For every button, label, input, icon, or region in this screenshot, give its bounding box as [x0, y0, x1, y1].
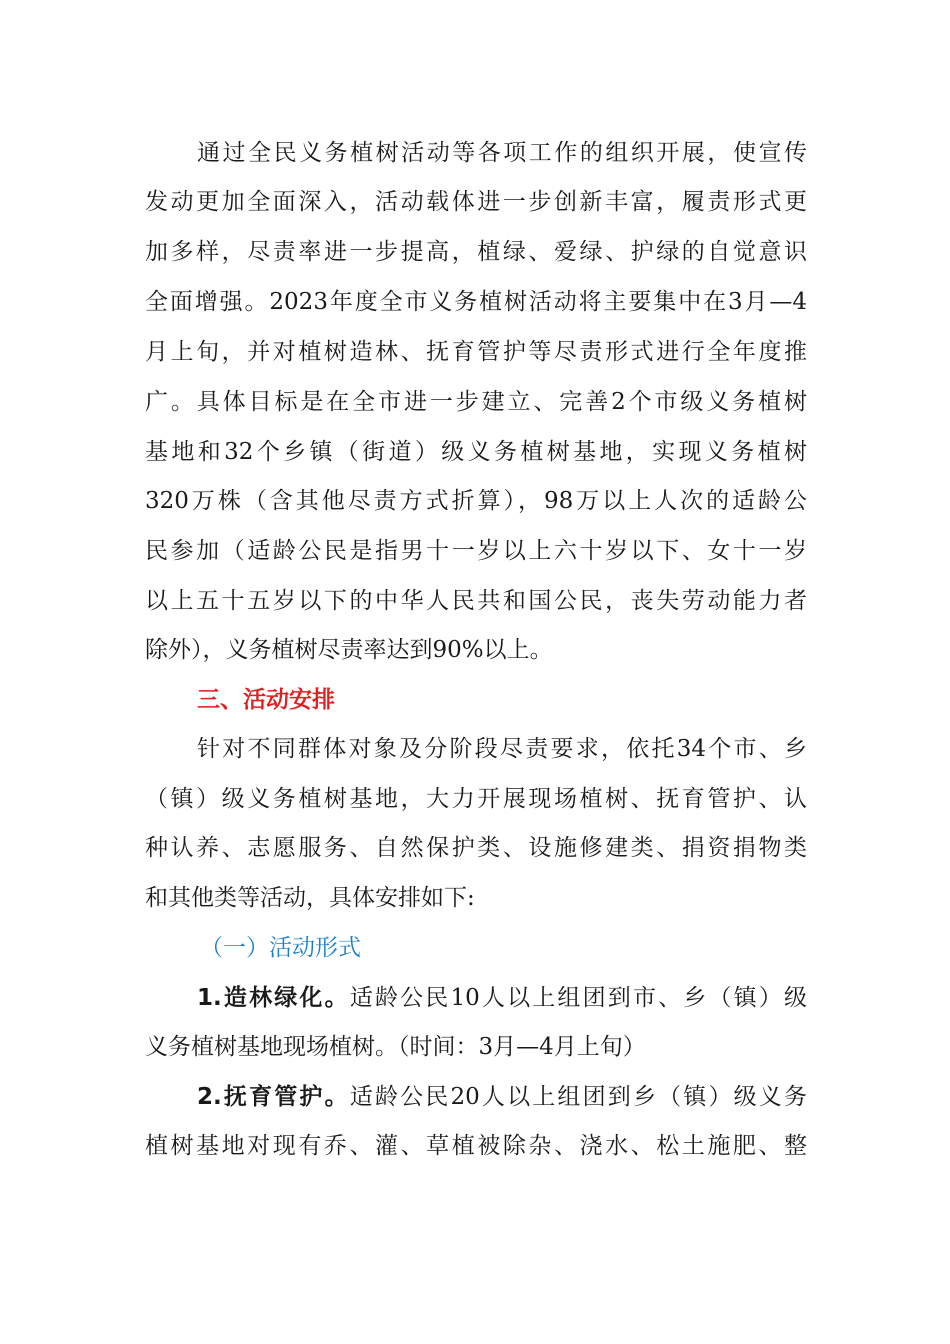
list-item-line	[197, 1077, 807, 1117]
paragraph-line: 发动更加全面深入，活动载体进一步创新丰富，履责形式更	[145, 189, 807, 215]
paragraph-line: 320万株（含其他尽责方式折算），98万以上人次的适龄公	[145, 488, 807, 514]
paragraph-line: 和其他类等活动，具体安排如下:	[145, 885, 475, 911]
item-text: 适龄公民10人以上组团到市、乡（镇）级	[349, 985, 807, 1011]
list-item-line: 植树基地对现有乔、灌、草植被除杂、浇水、松土施肥、整	[145, 1133, 807, 1159]
paragraph-line: 民参加（适龄公民是指男十一岁以上六十岁以下、女十一岁	[145, 538, 807, 564]
paragraph-line: 针对不同群体对象及分阶段尽责要求，依托34个市、乡	[197, 736, 807, 762]
paragraph-line: 月上旬，并对植树造林、抚育管护等尽责形式进行全年度推	[145, 339, 807, 365]
paragraph-line: 加多样，尽责率进一步提高，植绿、爱绿、护绿的自觉意识	[145, 239, 807, 265]
list-item-line: 义务植树基地现场植树。（时间：3月—4月上旬）	[145, 1034, 646, 1060]
paragraph-line: 种认养、志愿服务、自然保护类、设施修建类、捐资捐物类	[145, 835, 807, 861]
paragraph-line: 广。具体目标是在全市进一步建立、完善2个市级义务植树	[145, 389, 807, 415]
paragraph-line: （镇）级义务植树基地，大力开展现场植树、抚育管护、认	[145, 786, 807, 812]
section-heading: 三、活动安排	[197, 687, 335, 713]
subsection-heading: （一）活动形式	[200, 935, 361, 961]
item-lead: 1.造林绿化。	[197, 985, 350, 1011]
paragraph-line: 基地和32个乡镇（街道）级义务植树基地，实现义务植树	[145, 439, 807, 465]
paragraph-line: 以上五十五岁以下的中华人民共和国公民，丧失劳动能力者	[145, 588, 807, 614]
item-lead: 2.抚育管护。	[197, 1084, 350, 1110]
list-item-line	[197, 978, 807, 1018]
paragraph-line: 通过全民义务植树活动等各项工作的组织开展，使宣传	[197, 140, 807, 166]
paragraph-line: 除外），义务植树尽责率达到90%以上。	[145, 637, 553, 663]
paragraph-line: 全面增强。2023年度全市义务植树活动将主要集中在3月—4	[145, 289, 807, 315]
item-text: 适龄公民20人以上组团到乡（镇）级义务	[349, 1084, 807, 1110]
